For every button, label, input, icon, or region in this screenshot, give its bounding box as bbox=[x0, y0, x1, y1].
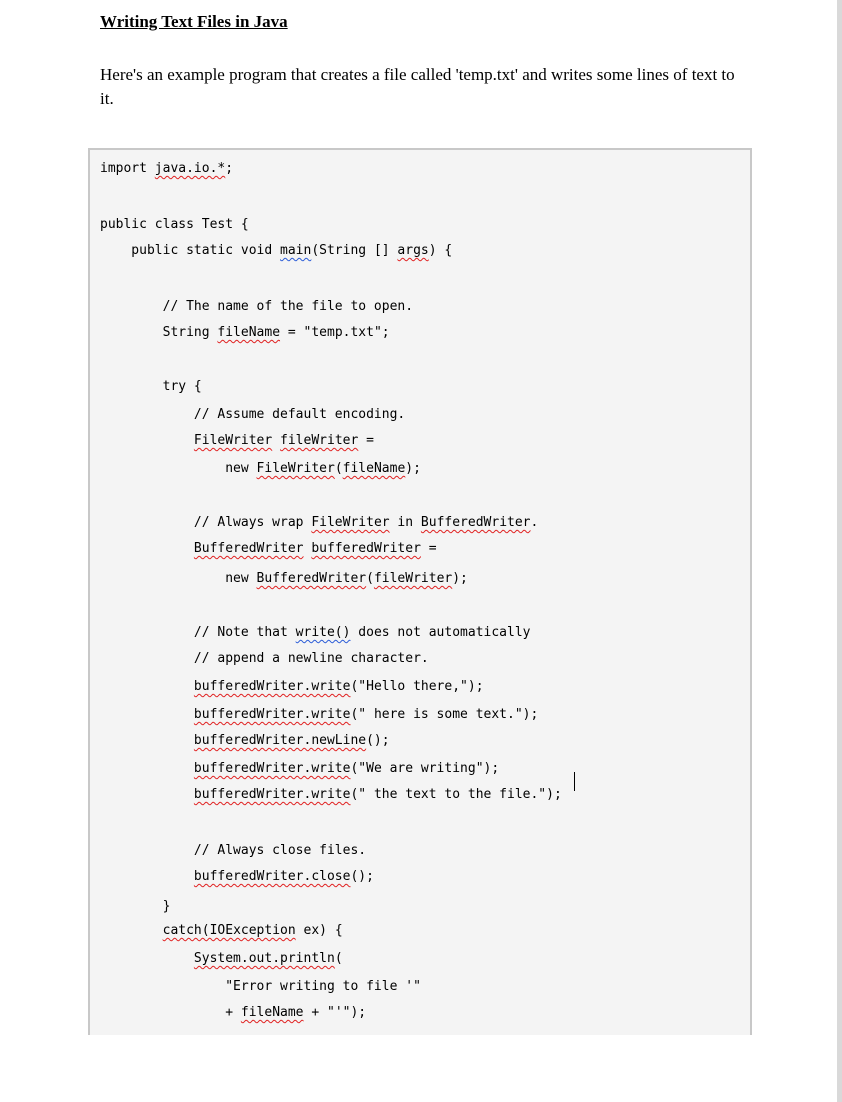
spellcheck-flagged-token: write() bbox=[295, 625, 351, 640]
code-line bbox=[100, 732, 390, 750]
code-token: "Error writing to file '" bbox=[100, 979, 421, 994]
code-token: // Always wrap bbox=[100, 515, 312, 530]
code-line bbox=[100, 160, 233, 178]
code-token: does not automatically bbox=[350, 625, 531, 640]
code-token bbox=[100, 433, 194, 448]
code-line bbox=[100, 922, 343, 940]
code-token: new bbox=[100, 571, 257, 586]
code-line bbox=[100, 760, 499, 778]
code-token bbox=[100, 541, 194, 556]
page-title: Writing Text Files in Java bbox=[100, 12, 288, 31]
spellcheck-flagged-token: main bbox=[280, 243, 312, 258]
code-token: public class Test { bbox=[100, 217, 249, 232]
code-token: import bbox=[100, 161, 155, 176]
code-token: (); bbox=[366, 733, 390, 748]
page-edge bbox=[837, 0, 842, 1102]
spellcheck-flagged-token: bufferedWriter.write bbox=[193, 787, 351, 802]
code-line bbox=[100, 514, 538, 532]
spellcheck-flagged-token: bufferedWriter bbox=[311, 541, 421, 556]
spellcheck-flagged-token: bufferedWriter.newLine bbox=[193, 733, 367, 748]
spellcheck-flagged-token: FileWriter bbox=[311, 515, 390, 530]
spellcheck-flagged-token: bufferedWriter.close bbox=[193, 869, 351, 884]
code-line bbox=[100, 650, 429, 668]
code-token: ); bbox=[405, 461, 421, 476]
code-token: ex) { bbox=[295, 923, 343, 938]
code-token: + "'"); bbox=[303, 1005, 367, 1020]
code-token: // The name of the file to open. bbox=[100, 299, 414, 314]
code-token: ("Hello there,"); bbox=[350, 679, 484, 694]
code-line bbox=[100, 324, 390, 342]
spellcheck-flagged-token: BufferedWriter bbox=[256, 571, 367, 586]
spellcheck-flagged-token: java.io.* bbox=[154, 161, 226, 176]
spellcheck-flagged-token: bufferedWriter.write bbox=[193, 761, 351, 776]
code-token: + bbox=[100, 1005, 241, 1020]
code-token: (" here is some text."); bbox=[350, 707, 539, 722]
code-token: (" the text to the file."); bbox=[350, 787, 562, 802]
code-token: } bbox=[100, 899, 171, 914]
code-line bbox=[100, 950, 343, 968]
intro-paragraph: Here's an example program that creates a file called 'temp.txt' and writes some lines of text to it. bbox=[100, 65, 735, 108]
code-line bbox=[100, 978, 421, 996]
code-token: = bbox=[420, 541, 437, 556]
code-token: (); bbox=[350, 869, 374, 884]
spellcheck-flagged-token: bufferedWriter.write bbox=[193, 707, 351, 722]
spellcheck-flagged-token: System.out.println bbox=[193, 951, 335, 966]
spellcheck-flagged-token: fileName bbox=[217, 325, 281, 340]
spellcheck-flagged-token: catch(IOException bbox=[162, 923, 296, 938]
code-line bbox=[100, 406, 405, 424]
code-line bbox=[100, 868, 374, 886]
code-line bbox=[100, 460, 421, 478]
code-token: (String [] bbox=[311, 243, 398, 258]
code-token: // append a newline character. bbox=[100, 651, 429, 666]
code-line bbox=[100, 540, 437, 558]
code-line bbox=[100, 570, 468, 588]
code-line bbox=[100, 842, 366, 860]
code-token bbox=[100, 679, 194, 694]
code-line bbox=[100, 378, 202, 396]
spellcheck-flagged-token: bufferedWriter.write bbox=[193, 679, 351, 694]
code-block bbox=[88, 148, 752, 1035]
spellcheck-flagged-token: fileWriter bbox=[373, 571, 453, 586]
spellcheck-flagged-token: args bbox=[397, 243, 429, 258]
code-token bbox=[100, 707, 194, 722]
code-line bbox=[100, 624, 530, 642]
code-token: ( bbox=[334, 951, 343, 966]
code-token: ("We are writing"); bbox=[350, 761, 500, 776]
code-token: // Assume default encoding. bbox=[100, 407, 406, 422]
spellcheck-flagged-token: FileWriter bbox=[193, 433, 273, 448]
spellcheck-flagged-token: FileWriter bbox=[256, 461, 335, 476]
code-token: // Note that bbox=[100, 625, 296, 640]
code-line bbox=[100, 298, 413, 316]
code-token: ( bbox=[366, 571, 374, 586]
code-token: new bbox=[100, 461, 257, 476]
code-token: public static void bbox=[100, 243, 281, 258]
code-token: // Always close files. bbox=[100, 843, 367, 858]
code-token: = "temp.txt"; bbox=[280, 325, 390, 340]
code-token: = bbox=[358, 433, 374, 448]
code-token: in bbox=[389, 515, 421, 530]
spellcheck-flagged-token: fileName bbox=[342, 461, 406, 476]
code-token: String bbox=[100, 325, 218, 340]
code-token bbox=[100, 733, 194, 748]
spellcheck-flagged-token: fileName bbox=[240, 1005, 304, 1020]
text-cursor bbox=[574, 772, 575, 791]
code-token bbox=[100, 923, 163, 938]
code-line bbox=[100, 786, 562, 804]
code-token: . bbox=[530, 515, 539, 530]
code-line bbox=[100, 1004, 366, 1022]
code-token: try { bbox=[100, 379, 202, 394]
code-line bbox=[100, 432, 374, 450]
code-token: ( bbox=[334, 461, 343, 476]
code-token bbox=[100, 951, 194, 966]
code-token bbox=[272, 433, 280, 448]
code-token: ) { bbox=[428, 243, 453, 258]
spellcheck-flagged-token: BufferedWriter bbox=[420, 515, 531, 530]
code-token: ; bbox=[225, 161, 234, 176]
code-token bbox=[100, 761, 194, 776]
spellcheck-flagged-token: BufferedWriter bbox=[193, 541, 304, 556]
code-line bbox=[100, 242, 452, 260]
code-line bbox=[100, 216, 249, 234]
code-token bbox=[100, 869, 194, 884]
code-line bbox=[100, 898, 170, 916]
spellcheck-flagged-token: fileWriter bbox=[280, 433, 359, 448]
code-line bbox=[100, 678, 484, 696]
code-token bbox=[100, 787, 194, 802]
code-token: ); bbox=[452, 571, 468, 586]
code-line bbox=[100, 706, 538, 724]
